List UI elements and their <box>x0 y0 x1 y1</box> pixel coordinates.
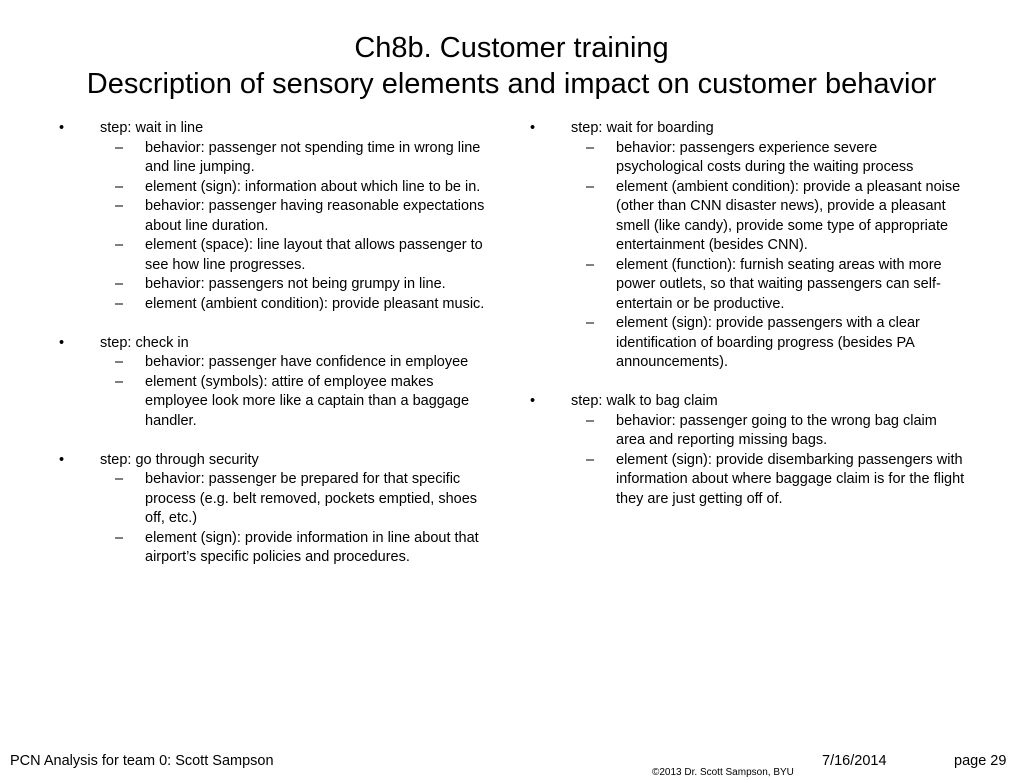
sub-bullet-text: behavior: passenger having reasonable expectations about line duration. <box>145 198 485 234</box>
sub-bullet <box>55 197 495 236</box>
dash-icon: – <box>115 198 124 214</box>
slide-title <box>0 30 1023 102</box>
sub-bullet <box>55 139 495 178</box>
dash-icon: – <box>586 139 595 156</box>
dash-icon: – <box>586 256 595 273</box>
dash-icon: – <box>115 373 124 390</box>
sub-bullet-text: element (sign): information about which line to be in. <box>145 178 481 195</box>
bullet-icon: • <box>530 120 536 136</box>
sub-bullet <box>526 178 966 256</box>
dash-icon: – <box>586 178 595 195</box>
slide-title-line-1: Ch8b. Customer training <box>354 32 669 64</box>
dash-icon: – <box>115 354 124 370</box>
sub-bullet-text: element (space): line layout that allows passenger to see how line progresses. <box>145 237 483 273</box>
step-bullet <box>526 392 966 412</box>
dash-icon: – <box>115 529 124 546</box>
step-bullet <box>55 451 495 471</box>
dash-icon: – <box>115 295 124 312</box>
dash-icon: – <box>115 276 124 292</box>
sub-bullet <box>526 256 966 315</box>
footer-date: 7/16/2014 <box>822 753 887 769</box>
step-spacer <box>55 431 495 451</box>
footer-team-label: PCN Analysis for team 0: Scott Sampson <box>10 753 274 769</box>
sub-bullet-text: element (symbols): attire of employee makes employee look more like a captain than a baggage handler. <box>145 373 470 429</box>
sub-bullet-text: element (ambient condition): provide pleasant music. <box>145 295 485 312</box>
sub-bullet <box>55 529 495 568</box>
step-bullet <box>55 119 495 139</box>
sub-bullet-text: element (sign): provide passengers with a clear identification of boarding progress (besides PA announcements). <box>616 315 920 370</box>
step-bullet <box>55 334 495 354</box>
footer-copyright: ©2013 Dr. Scott Sampson, BYU <box>652 767 794 778</box>
sub-bullet <box>526 412 966 451</box>
bullet-icon: • <box>59 120 65 136</box>
dash-icon: – <box>115 471 124 487</box>
sub-bullet-text: behavior: passenger be prepared for that specific process (e.g. belt removed, pockets emptied, shoes off, etc.) <box>145 471 478 526</box>
dash-icon: – <box>586 451 595 468</box>
bullet-icon: • <box>59 451 65 468</box>
sub-bullet <box>55 236 495 275</box>
step-label: step: wait for boarding <box>571 120 714 136</box>
bullet-icon: • <box>59 334 65 351</box>
sub-bullet <box>55 470 495 529</box>
sub-bullet <box>526 451 966 510</box>
sub-bullet <box>55 353 495 373</box>
sub-bullet-text: element (sign): provide information in line about that airport’s specific policies and procedures. <box>145 529 479 565</box>
dash-icon: – <box>586 412 595 429</box>
sub-bullet-text: behavior: passengers not being grumpy in line. <box>145 276 446 292</box>
right-column <box>526 119 966 509</box>
bullet-icon: • <box>530 393 536 409</box>
step-label: step: walk to bag claim <box>571 393 718 409</box>
dash-icon: – <box>586 315 595 331</box>
left-column <box>55 119 495 568</box>
sub-bullet <box>55 295 495 315</box>
dash-icon: – <box>115 178 124 195</box>
step-bullet <box>526 119 966 139</box>
dash-icon: – <box>115 237 124 253</box>
step-label: step: go through security <box>100 451 259 468</box>
step-spacer <box>526 373 966 393</box>
sub-bullet <box>55 373 495 432</box>
step-label: step: check in <box>100 334 189 351</box>
sub-bullet-text: behavior: passenger going to the wrong bag claim area and reporting missing bags. <box>616 412 937 448</box>
dash-icon: – <box>115 139 124 156</box>
sub-bullet <box>55 275 495 295</box>
step-spacer <box>55 314 495 334</box>
sub-bullet <box>55 178 495 198</box>
sub-bullet-text: behavior: passengers experience severe psychological costs during the waiting process <box>616 139 914 175</box>
sub-bullet-text: behavior: passenger not spending time in wrong line and line jumping. <box>145 139 481 175</box>
sub-bullet-text: element (ambient condition): provide a pleasant noise (other than CNN disaster news), provide a pleasant smell (like candy), provide some type of appropriate entertainment (besides CNN). <box>616 178 961 253</box>
slide-title-line-2: Description of sensory elements and impact on customer behavior <box>86 68 937 100</box>
sub-bullet-text: behavior: passenger have confidence in employee <box>145 354 469 370</box>
footer-page-number: page 29 <box>954 753 1007 769</box>
sub-bullet <box>526 139 966 178</box>
sub-bullet-text: element (sign): provide disembarking passengers with information about where baggage claim is for the flight they are just getting off of. <box>616 451 965 507</box>
sub-bullet <box>526 314 966 373</box>
sub-bullet-text: element (function): furnish seating areas with more power outlets, so that waiting passengers can self-entertain or be productive. <box>616 256 942 312</box>
step-label: step: wait in line <box>100 120 204 136</box>
